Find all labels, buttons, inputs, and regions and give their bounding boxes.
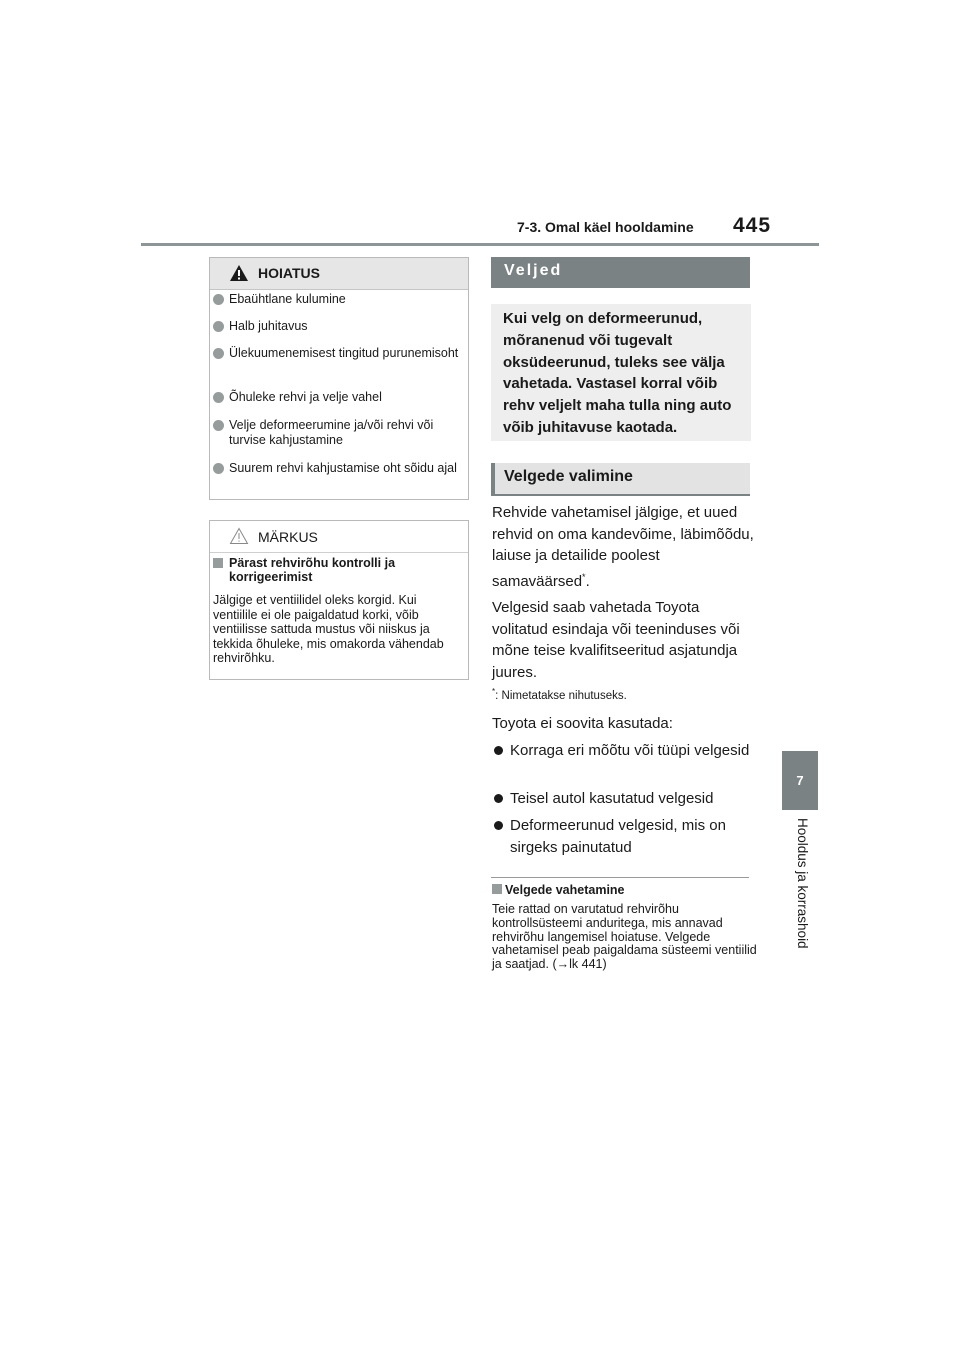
page-number: 445 bbox=[733, 214, 772, 237]
square-bullet-icon bbox=[492, 884, 502, 894]
section-heading-veljed: Veljed bbox=[491, 257, 750, 288]
bullet-dot-icon bbox=[494, 794, 503, 803]
note-header bbox=[210, 521, 468, 553]
divider bbox=[491, 877, 749, 878]
warning-item: Halb juhitavus bbox=[213, 319, 459, 334]
bullet-dot-icon bbox=[213, 321, 224, 332]
warning-item: Ülekuumenemisest tingitud purunemisoht bbox=[213, 346, 459, 361]
paragraph-dealer: Velgesid saab vahetada Toyota volitatud esindaja või teeninduses või mõne teise kvalifitseeritud asjatundja juures. bbox=[492, 599, 740, 681]
rim-replacement-body: Teie rattad on varutatud rehvirõhu kontrollsüsteemi anduritega, mis annavad rehvirõhu langemisel hoiatuse. Velgede vahetamisel peab paigaldama süsteemi ventiilid ja saatjad. (→lk 441) bbox=[492, 902, 757, 972]
arrow-icon: → bbox=[556, 957, 570, 972]
warning-header bbox=[210, 258, 468, 290]
section-title: 7-3. Omal käel hooldamine bbox=[517, 219, 694, 235]
paragraph-tires: Rehvide vahetamisel jälgige, et uued rehvid on oma kandevõime, läbimõõdu, laiuse ja detailide poolest samaväärsed*. bbox=[492, 504, 754, 590]
warning-item: Velje deformeerumine ja/või rehvi või turvise kahjustamine bbox=[213, 418, 459, 448]
warning-title: HOIATUS bbox=[258, 265, 320, 281]
note-body: Jälgige et ventiilidel oleks korgid. Kui ventiilile ei ole paigaldatud korki, võib ventiilisse sattuda mustus või niiskus ja tekkida õhuleke, mis omakorda vähendab rehvirõhku. bbox=[213, 593, 444, 665]
list-item: Deformeerunud velgesid, mis on sirgeks painutatud bbox=[492, 815, 752, 858]
chapter-tab: 7 bbox=[782, 751, 818, 810]
bullet-dot-icon bbox=[213, 463, 224, 474]
bullet-dot-icon bbox=[494, 746, 503, 755]
footnote: *: Nimetatakse nihutuseks. bbox=[492, 687, 627, 702]
note-box bbox=[209, 520, 469, 680]
warning-item: Suurem rehvi kahjustamise oht sõidu ajal bbox=[213, 461, 459, 476]
subsection-heading-valimine: Velgede valimine bbox=[491, 463, 750, 496]
warning-item: Õhuleke rehvi ja velje vahel bbox=[213, 390, 459, 405]
header-rule bbox=[141, 243, 819, 246]
rim-warning-box: Kui velg on deformeerunud, mõranenud või tugevalt oksüdeerunud, tuleks see välja vahetada. Vastasel korral võib rehv veljelt maha tulla ning auto võib juhitavuse kaotada. bbox=[491, 304, 751, 441]
bullet-dot-icon bbox=[213, 420, 224, 431]
caution-triangle-icon bbox=[229, 527, 249, 545]
bullet-dot-icon bbox=[213, 294, 224, 305]
list-item: Teisel autol kasutatud velgesid bbox=[492, 788, 752, 810]
note-title: MÄRKUS bbox=[258, 529, 318, 545]
warning-triangle-icon bbox=[229, 264, 249, 282]
paragraph-not-recommended: Toyota ei soovita kasutada: bbox=[492, 715, 673, 732]
bullet-dot-icon bbox=[213, 348, 224, 359]
warning-box bbox=[209, 257, 469, 500]
warning-item: Ebaühtlane kulumine bbox=[213, 292, 459, 307]
bullet-dot-icon bbox=[494, 821, 503, 830]
rim-replacement-title: Velgede vahetamine bbox=[492, 883, 625, 897]
bullet-dot-icon bbox=[213, 392, 224, 403]
square-bullet-icon bbox=[213, 558, 223, 568]
note-subtitle: Pärast rehvirõhu kontrolli ja korrigeerimist bbox=[213, 556, 449, 584]
chapter-label: Hooldus ja korrashoid bbox=[795, 818, 810, 949]
list-item: Korraga eri mõõtu või tüüpi velgesid bbox=[492, 740, 752, 762]
